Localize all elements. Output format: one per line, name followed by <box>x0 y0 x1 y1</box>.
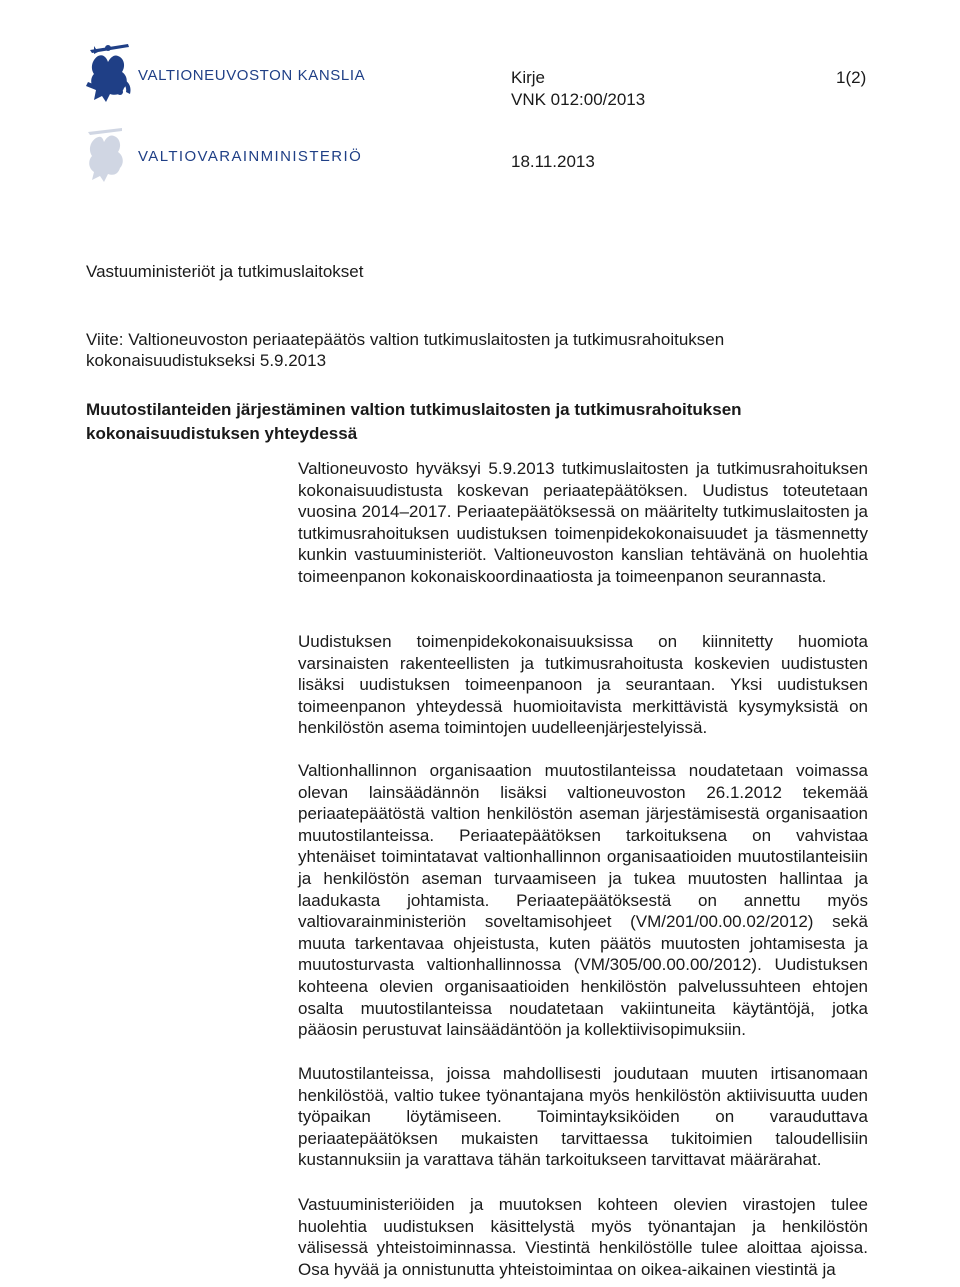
body-paragraph: Muutostilanteissa, joissa mahdollisesti joudutaan muuten irtisanomaan henkilöstöä, valtio tukee työnantajana myös henkilöstön aktiivisuutta uuden työpaikan löytämiseen. Toimintayksiköiden on varauduttava periaatepäätöksen mukaisten tarvittaessa tukitoimien taloudellisiin kustannuksiin ja varattava tähän tarkoitukseen tarvittavat määrärahat. <box>298 1064 868 1170</box>
org-name-primary: VALTIONEUVOSTON KANSLIA <box>138 67 366 84</box>
lion-coat-of-arms-icon <box>84 42 136 106</box>
org-name-secondary: VALTIOVARAINMINISTERIÖ <box>138 148 363 165</box>
page-number: 1(2) <box>836 68 867 87</box>
body-paragraph: Valtionhallinnon organisaation muutostilanteissa noudatetaan voimassa olevan lainsäädännön lisäksi valtioneuvoston 26.1.2012 tekemää periaatepäätöstä valtion henkilöstön aseman järjestämisestä organisaation muutostilanteissa. Periaatepäätöksen tarkoituksena on vahvistaa yhtenäiset toimintatavat valtionhallinnon organisaatioiden muutostilanteisiin ja henkilöstön aseman turvaamiseen ja tukea muutosten hallintaa ja laadukasta johtamista. Periaatepäätöksestä on annettu myös valtiovarainministeriön soveltamisohjeet (VM/201/00.00.02/2012) sekä muuta tarkentavaa ohjeistusta, kuten päätös muutosten johtamisesta ja muutosturvasta valtionhallinnossa (VM/305/00.00.00/2012). Uudistuksen kohteena olevien organisaatioiden henkilöstön palvelussuhteen ehtojen osalta muutostilanteissa noudatetaan vakiintuneita käytäntöjä, jotka pääosin perustuvat lainsäädäntöön ja kollektiivisopimuksiin. <box>298 761 868 1040</box>
document-type: Kirje <box>511 68 546 87</box>
document-number: VNK 012:00/2013 <box>511 90 646 109</box>
document-date: 18.11.2013 <box>511 152 595 171</box>
recipient: Vastuuministeriöt ja tutkimuslaitokset <box>86 262 364 281</box>
reference-line: Viite: Valtioneuvoston periaatepäätös valtion tutkimuslaitosten ja tutkimusrahoituksen kokonaisuudistukseksi 5.9.2013 <box>86 330 725 370</box>
body-paragraph: Valtioneuvosto hyväksyi 5.9.2013 tutkimuslaitosten ja tutkimusrahoituksen kokonaisuudistusta koskevan periaatepäätöksen. Uudistus toteutetaan vuosina 2014–2017. Periaatepäätöksessä on määritelty tutkimuslaitosten ja tutkimusrahoituksen uudistuksen toimenpidekokonaisuudet ja täsmennetty kunkin vastuuministeriöt. Valtioneuvoston kanslian tehtävänä on huolehtia toimeenpanon kokonaiskoordinaatiosta ja toimeenpanon seurannasta. <box>298 459 868 586</box>
body-paragraph: Vastuuministeriöiden ja muutoksen kohteen olevien virastojen tulee huolehtia uudistuksen käsittelystä myös työnantajan ja henkilöstön välisessä yhteistoiminnassa. Viestintä henkilöstölle tulee aloittaa ajoissa. Osa hyvää ja onnistunutta yhteistoimintaa on oikea-aikainen viestintä ja <box>298 1195 868 1279</box>
body-paragraph: Uudistuksen toimenpidekokonaisuuksissa on kiinnitetty huomiota varsinaisten rakenteellisten ja tutkimusrahoitusta koskevien uudistusten lisäksi uudistuksen toimeenpanoon ja seurantaan. Yksi uudistuksen toimeenpanon yhteydessä huomioitavista merkittävistä kysymyksistä on henkilöstön asema toimintojen uudelleenjärjestelyissä. <box>298 632 868 738</box>
lion-coat-of-arms-faint-icon <box>84 128 128 184</box>
document-title: Muutostilanteiden järjestäminen valtion tutkimuslaitosten ja tutkimusrahoituksen kokonaisuudistuksen yhteydessä <box>86 400 742 443</box>
